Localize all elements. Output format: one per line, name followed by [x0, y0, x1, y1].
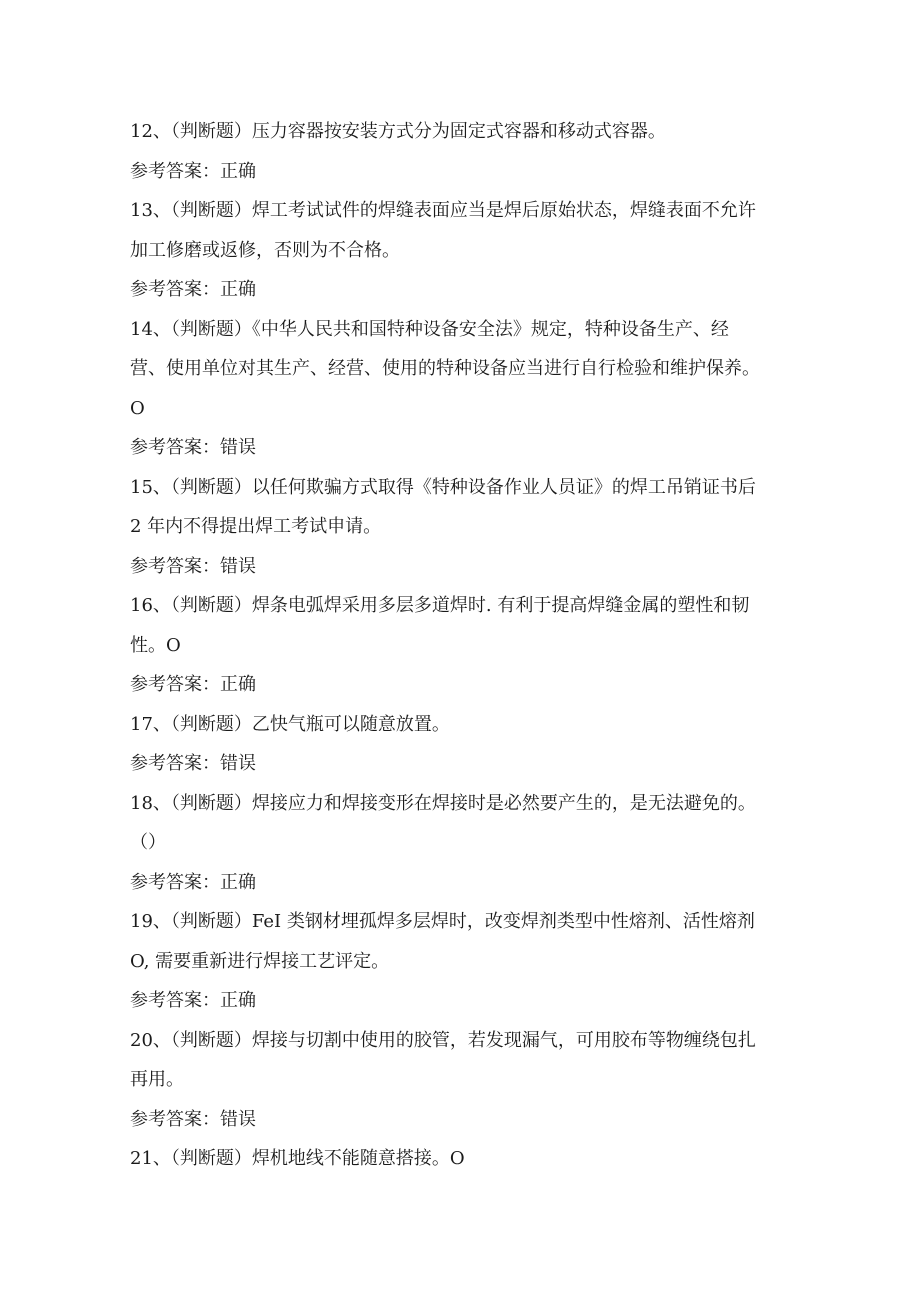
answer-label: 参考答案：: [130, 555, 220, 577]
question-line: 19、（判断题）FeI 类钢材埋孤焊多层焊时，改变焊剂类型中性熔剂、活性熔剂: [130, 911, 755, 932]
question-line: 15、（判断题）以任何欺骗方式取得《特种设备作业人员证》的焊工吊销证书后: [130, 476, 756, 498]
question-line: O: [130, 397, 145, 419]
answer-value: 正确: [220, 160, 256, 182]
question-line: 16、（判断题）焊条电弧焊采用多层多道焊时. 有利于提高焊缝金属的塑性和韧: [130, 595, 750, 616]
answer-value: 正确: [220, 279, 256, 300]
answer-label: 参考答案：: [130, 753, 220, 774]
question-line: 再用。: [130, 1069, 184, 1090]
answer-line: [130, 152, 790, 192]
answer-label: 参考答案：: [130, 1108, 220, 1130]
question-list: [130, 112, 790, 1179]
question-line: （）: [130, 832, 166, 853]
answer-label: 参考答案：: [130, 674, 220, 695]
answer-value: 错误: [220, 437, 256, 458]
question-line: 2 年内不得提出焊工考试申请。: [130, 516, 382, 537]
question-line: 20、（判断题）焊接与切割中使用的胶管，若发现漏气，可用胶布等物缠绕包扎: [130, 1029, 756, 1051]
question-line: 18、（判断题）焊接应力和焊接变形在焊接时是必然要产生的，是无法避免的。: [130, 792, 756, 814]
question-line: 加工修磨或返修，否则为不合格。: [130, 239, 400, 261]
answer-line: [130, 547, 790, 587]
answer-value: 错误: [220, 555, 256, 577]
question-line: 14、（判断题）《中华人民共和国特种设备安全法》规定，特种设备生产、经: [130, 318, 729, 340]
answer-line: [130, 981, 790, 1021]
question-line: 17、（判断题）乙快气瓶可以随意放置。: [130, 713, 450, 735]
question-line: 21、（判断题）焊机地线不能随意搭接。O: [130, 1148, 465, 1169]
question-line: O, 需要重新进行焊接工艺评定。: [130, 950, 390, 972]
answer-label: 参考答案：: [130, 871, 220, 893]
answer-line: [130, 744, 790, 784]
answer-label: 参考答案：: [130, 279, 220, 300]
answer-line: [130, 863, 790, 903]
answer-line: [130, 1100, 790, 1140]
answer-value: 错误: [220, 753, 256, 774]
question-line: 13、（判断题）焊工考试试件的焊缝表面应当是焊后原始状态，焊缝表面不允许: [130, 200, 756, 221]
answer-line: [130, 428, 790, 468]
answer-line: [130, 665, 790, 705]
answer-line: [130, 270, 790, 310]
answer-value: 正确: [220, 871, 256, 893]
answer-value: 正确: [220, 990, 256, 1011]
answer-label: 参考答案：: [130, 160, 220, 182]
answer-value: 错误: [220, 1108, 256, 1130]
question-line: 营、使用单位对其生产、经营、使用的特种设备应当进行自行检验和维护保养。: [130, 358, 760, 379]
answer-value: 正确: [220, 674, 256, 695]
answer-label: 参考答案：: [130, 990, 220, 1011]
question-line: 性。O: [130, 634, 181, 656]
question-line: 12、（判断题）压力容器按安装方式分为固定式容器和移动式容器。: [130, 121, 666, 142]
answer-label: 参考答案：: [130, 437, 220, 458]
